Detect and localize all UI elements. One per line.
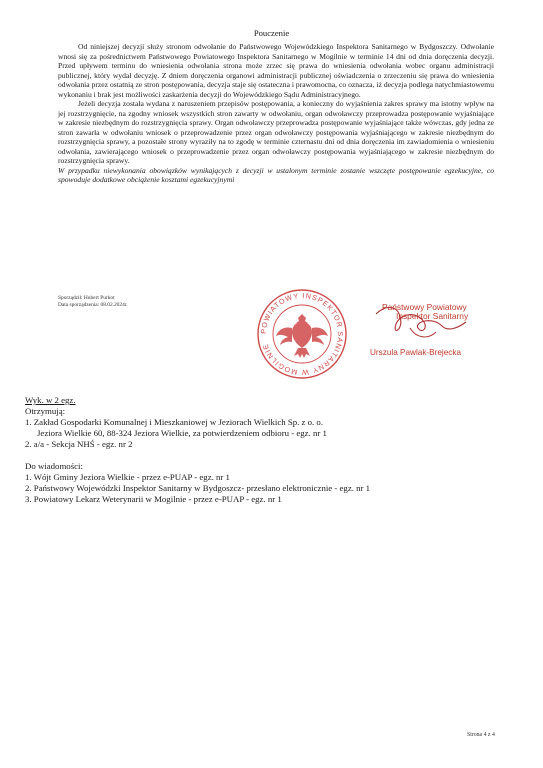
stamp-line-2: Inspektor Sanitarny <box>396 311 469 321</box>
section-title: Pouczenie <box>253 28 290 38</box>
info-item: 2. Państwowy Wojewódzki Inspektor Sanitarny w Bydgoszcz- przesłano elektronicznie - egz. nr 1 <box>25 483 371 493</box>
prepared-date: Data sporządzenia: 08.02.2024r. <box>58 301 128 308</box>
distribution-list <box>25 395 515 505</box>
recipient-item: 2. a/a - Sekcja NHŚ - egz. nr 2 <box>25 439 133 449</box>
prepared-by: Sporządził: Hubert Purkot <box>58 295 115 301</box>
paragraph-procedure: Jeżeli decyzja została wydana z naruszeniem przepisów postępowania, a konieczny do wyjaśnienia zakres sprawy ma istotny wpływ na jej rozstrzygnięcie, na zgodny wniosek wszystkich stron zawarty w odwołaniu, organ odwoławczy przeprowadza postępowanie wyjaśniające w zakresie niezbędnym do rozstrzygnięcia sprawy. Organ odwoławczy przeprowadza postępowanie wyjaśniające także wówczas, gdy jedna ze stron zawarła w odwołaniu wniosek o przeprowadzenie przez organ odwoławczy postępowania wyjaśniającego w zakresie niezbędnym do rozstrzygnięcia sprawy, a pozostałe strony wyraziły na to zgodę w terminie czternastu dni od dnia doręczenia im zawiadomienia o wniesieniu odwołania, zawierającego wniosek o przeprowadzenie przez organ odwoławczy postępowania wyjaśniającego w zakresie niezbędnym do rozstrzygnięcia sprawy. <box>58 99 494 165</box>
instruction-text <box>58 42 494 185</box>
info-item: 1. Wójt Gminy Jeziora Wielkie - przez e-PUAP - egz. nr 1 <box>25 472 230 482</box>
page-number: Strona 4 z 4 <box>467 732 495 738</box>
svg-text:POWIATOWY INSPEKTOR SANITARNY: POWIATOWY INSPEKTOR SANITARNY W MOGILNIE <box>258 290 346 378</box>
recipient-item: 1. Zakład Gospodarki Komunalnej i Mieszkaniowej w Jeziorach Wielkich Sp. z o. o. <box>25 417 324 427</box>
preparation-info <box>58 295 128 308</box>
recipient-address: Jeziora Wielkie 60, 88-324 Jeziora Wielkie, za potwierdzeniem odbioru - egz. nr 1 <box>37 428 327 438</box>
info-label: Do wiadomości: <box>25 461 83 471</box>
info-item: 3. Powiatowy Lekarz Weterynarii w Mogilnie - przez e-PUAP - egz. nr 1 <box>25 494 282 504</box>
name-stamp <box>366 302 486 364</box>
paragraph-warning: W przypadku niewykonania obowiązków wynikających z decyzji w ustalonym terminie zostanie wszczęte postępowanie egzekucyjne, co spowoduje dodatkowe obciążenie kosztami egzekucyjnymi <box>58 165 494 184</box>
recipients-label: Otrzymują: <box>25 406 66 416</box>
official-seal <box>256 288 348 380</box>
paragraph-appeal: Od niniejszej decyzji służy stronom odwołanie do Państwowego Wojewódzkiego Inspektora Sanitarnego w Bydgoszczy. Odwołanie wnosi się za pośrednictwem Państwowego Powiatowego Inspektora Sanitarnego w Mogilnie w terminie 14 dni od dnia doręczenia decyzji. Przed upływem terminu do wniesienia odwołania strona może zrzec się prawa do wniesienia odwołania wobec organu administracji publicznej, który wydał decyzję. Z dniem doręczenia organowi administracji publicznej oświadczenia o zrzeczeniu się prawa do wniesienia odwołania przez ostatnią ze stron postępowania, decyzja staje się ostateczna i prawomocna, co oznacza, iż decyzja podlega natychmiastowemu wykonaniu i brak jest możliwości zaskarżenia decyzji do Wojewódzkiego Sądu Administracyjnego. <box>58 42 494 99</box>
stamp-name: Urszula Pawlak-Brejecka <box>370 348 462 357</box>
copies-count: Wyk. w 2 egz. <box>25 395 76 405</box>
stamp-line-1: Państwowy Powiatowy <box>382 302 467 312</box>
eagle-seal-icon <box>256 288 348 380</box>
